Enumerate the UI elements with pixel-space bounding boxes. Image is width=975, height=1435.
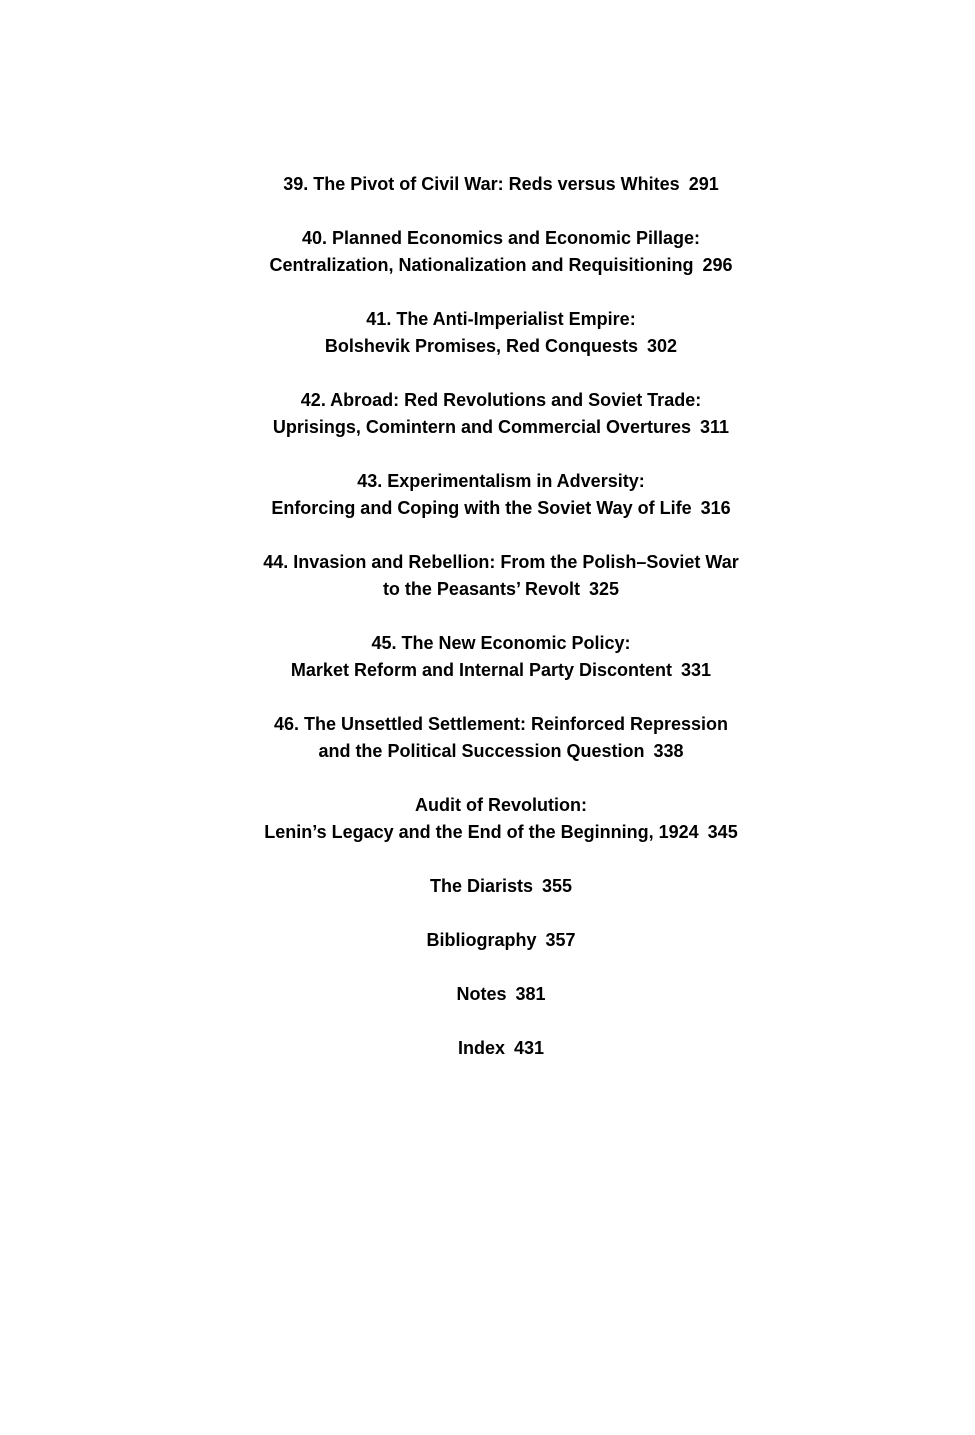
toc-entry-title-line: The Diarists bbox=[429, 876, 533, 896]
toc-entry-chapter-44 bbox=[0, 549, 975, 603]
toc-entry-subtitle bbox=[0, 657, 975, 684]
toc-page-number: 302 bbox=[647, 336, 678, 356]
toc-entry-title-line: 43. Experimentalism in Adversity: bbox=[357, 471, 645, 491]
toc-entry-title-line: 44. Invasion and Rebellion: From the Polish–Soviet War bbox=[263, 552, 739, 572]
toc-entry-chapter-39 bbox=[0, 171, 975, 198]
toc-entry-title-line: Index bbox=[457, 1038, 505, 1058]
toc-entry-subtitle bbox=[0, 252, 975, 279]
toc-page-number: 291 bbox=[688, 174, 719, 194]
toc-entry-title bbox=[0, 171, 975, 198]
toc-entry-subtitle bbox=[0, 333, 975, 360]
toc-entry-title-line: Bibliography bbox=[426, 930, 537, 950]
toc-entry-subtitle bbox=[0, 819, 975, 846]
toc-entry-subtitle-line: Bolshevik Promises, Red Conquests bbox=[324, 336, 639, 356]
toc-entry-title-line: 46. The Unsettled Settlement: Reinforced Repression bbox=[273, 714, 729, 734]
toc-entry-chapter-40 bbox=[0, 225, 975, 279]
toc-page-number: 338 bbox=[653, 741, 684, 761]
toc-entry-title bbox=[0, 927, 975, 954]
toc-entry-subtitle-line: Centralization, Nationalization and Requisitioning bbox=[269, 255, 694, 275]
toc-entry-title-line: 45. The New Economic Policy: bbox=[371, 633, 631, 653]
toc-entry-subtitle-line: to the Peasants’ Revolt bbox=[382, 579, 580, 599]
table-of-contents bbox=[0, 171, 975, 1089]
toc-entry-title bbox=[0, 387, 975, 414]
toc-page-number: 357 bbox=[545, 930, 576, 950]
toc-entry-chapter-42 bbox=[0, 387, 975, 441]
toc-entry-title-line: 40. Planned Economics and Economic Pillage: bbox=[301, 228, 701, 248]
toc-page-number: 431 bbox=[513, 1038, 545, 1058]
toc-entry-chapter-45 bbox=[0, 630, 975, 684]
toc-entry-title bbox=[0, 792, 975, 819]
toc-entry-subtitle-line: Market Reform and Internal Party Discontent bbox=[290, 660, 673, 680]
toc-entry-chapter-46 bbox=[0, 711, 975, 765]
toc-entry-title-line: 39. The Pivot of Civil War: Reds versus Whites bbox=[283, 174, 680, 194]
toc-entry-title bbox=[0, 630, 975, 657]
toc-entry-title bbox=[0, 711, 975, 738]
toc-entry-subtitle bbox=[0, 414, 975, 441]
toc-entry-title bbox=[0, 306, 975, 333]
toc-entry-subtitle bbox=[0, 738, 975, 765]
toc-entry-title bbox=[0, 225, 975, 252]
toc-entry-title bbox=[0, 873, 975, 900]
toc-entry-subtitle bbox=[0, 576, 975, 603]
toc-entry-title bbox=[0, 981, 975, 1008]
toc-page-number: 311 bbox=[700, 417, 730, 437]
toc-entry-notes bbox=[0, 981, 975, 1008]
toc-entry-title-line: Audit of Revolution: bbox=[415, 795, 587, 815]
toc-entry-audit-of-revolution bbox=[0, 792, 975, 846]
toc-page-number: 325 bbox=[589, 579, 620, 599]
toc-entry-title bbox=[0, 549, 975, 576]
toc-entry-title-line: Notes bbox=[456, 984, 507, 1004]
toc-page-number: 296 bbox=[702, 255, 733, 275]
toc-entry-title-line: 42. Abroad: Red Revolutions and Soviet Trade: bbox=[300, 390, 702, 410]
toc-entry-subtitle-line: Uprisings, Comintern and Commercial Overtures bbox=[272, 417, 692, 437]
toc-entry-title bbox=[0, 1035, 975, 1062]
toc-entry-subtitle-line: and the Political Succession Question bbox=[318, 741, 645, 761]
toc-entry-title-line: 41. The Anti-Imperialist Empire: bbox=[366, 309, 636, 329]
toc-entry-the-diarists bbox=[0, 873, 975, 900]
toc-entry-subtitle bbox=[0, 495, 975, 522]
toc-entry-title bbox=[0, 468, 975, 495]
toc-page-number: 355 bbox=[542, 876, 573, 896]
toc-entry-chapter-41 bbox=[0, 306, 975, 360]
toc-entry-bibliography bbox=[0, 927, 975, 954]
toc-page-number: 316 bbox=[700, 498, 731, 518]
toc-page-number: 345 bbox=[707, 822, 738, 842]
toc-entry-chapter-43 bbox=[0, 468, 975, 522]
toc-page-number: 331 bbox=[681, 660, 712, 680]
toc-entry-subtitle-line: Enforcing and Coping with the Soviet Way of Life bbox=[271, 498, 692, 518]
toc-entry-subtitle-line: Lenin’s Legacy and the End of the Beginning, 1924 bbox=[264, 822, 699, 842]
toc-entry-index bbox=[0, 1035, 975, 1062]
toc-page-number: 381 bbox=[515, 984, 546, 1004]
